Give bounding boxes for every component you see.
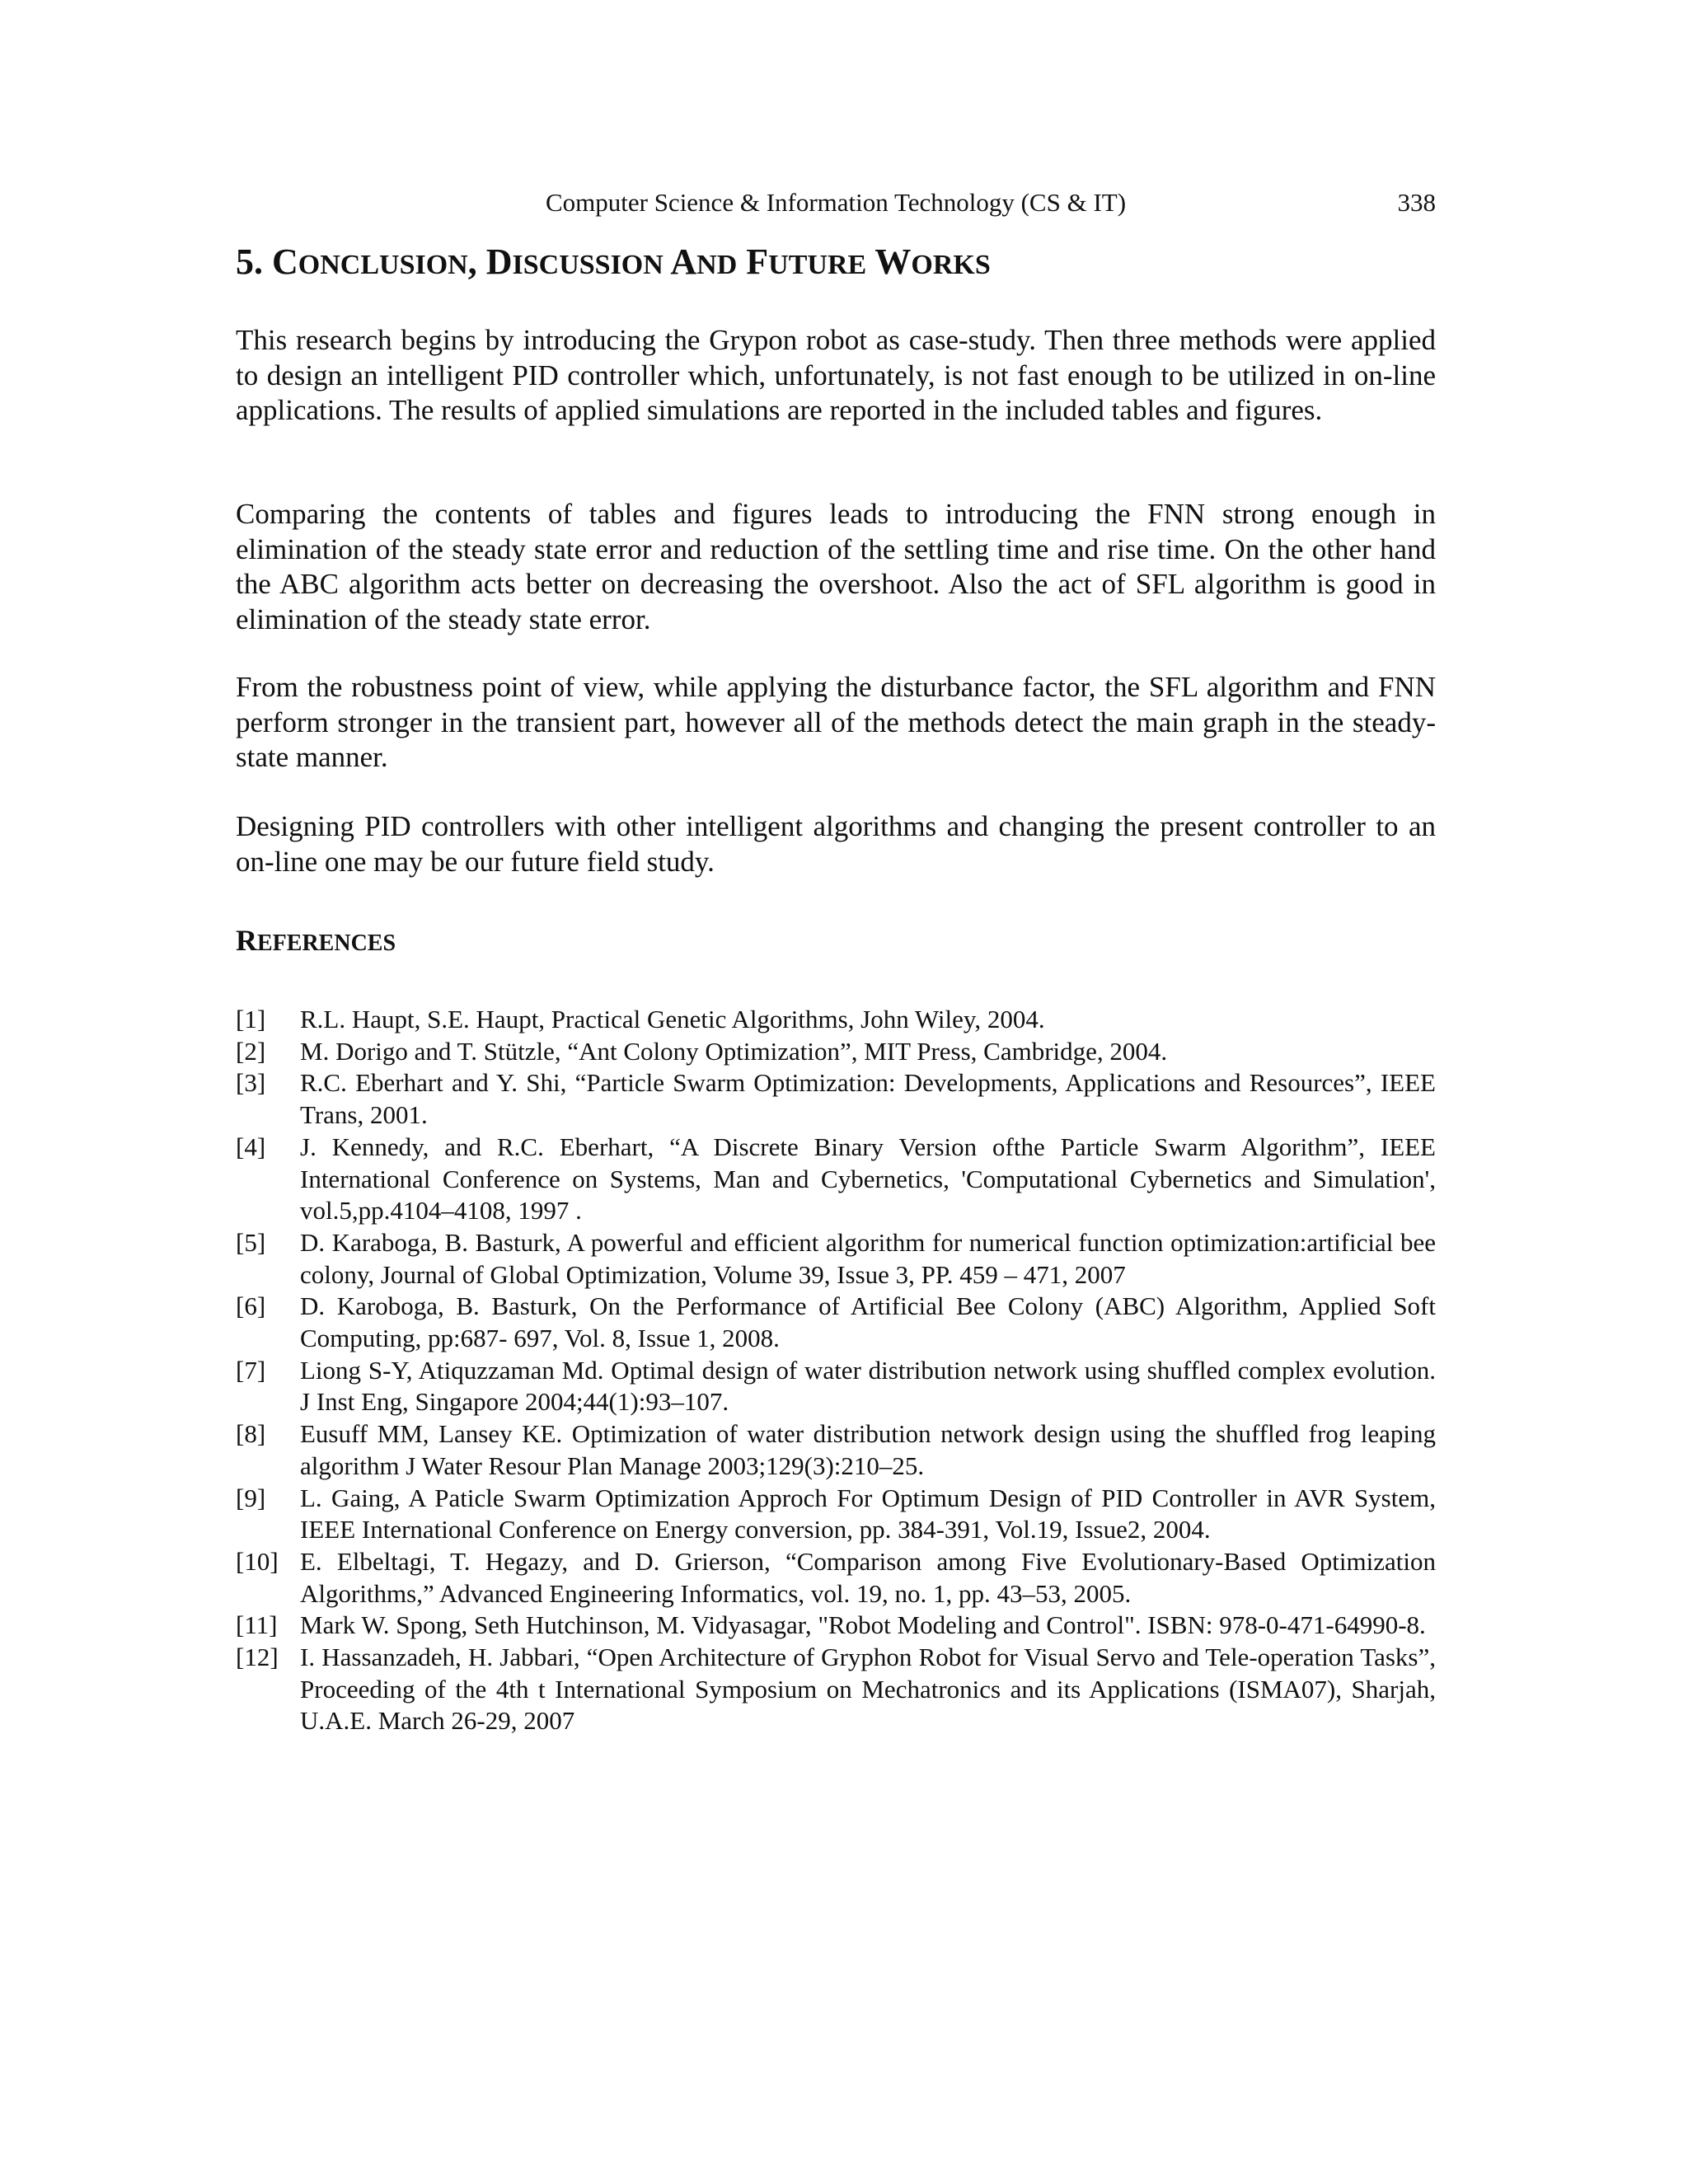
heading-cap: F — [746, 241, 769, 282]
reference-number: [8] — [236, 1419, 266, 1449]
reference-text: D. Karaboga, B. Basturk, A powerful and efficient algorithm for numerical function optimization:artificial bee colony, Journal of Global Optimization, Volume 39, Issue 3, PP. 459 – 471, 2007 — [300, 1227, 1436, 1289]
reference-list — [236, 1004, 1436, 1737]
reference-item — [236, 1610, 1436, 1642]
reference-item — [236, 1227, 1436, 1291]
section-heading: 5. CONCLUSION, DISCUSSION AND FUTURE WORKS — [236, 241, 991, 282]
reference-item — [236, 1132, 1436, 1227]
heading-rest: ORKS — [911, 250, 991, 280]
heading-cap: R — [236, 924, 257, 957]
reference-item — [236, 1036, 1436, 1068]
reference-number: [6] — [236, 1291, 266, 1321]
reference-text: D. Karoboga, B. Basturk, On the Performance of Artificial Bee Colony (ABC) Algorithm, Applied Soft Computing, pp:687- 697, Vol. 8, Issue 1, 2008. — [300, 1291, 1436, 1353]
reference-item — [236, 1483, 1436, 1546]
reference-item — [236, 1546, 1436, 1610]
journal-name: Computer Science & Information Technology (CS & IT) — [545, 188, 1127, 217]
reference-number: [7] — [236, 1355, 266, 1385]
reference-text: E. Elbeltagi, T. Hegazy, and D. Grierson, “Comparison among Five Evolutionary-Based Optimization Algorithms,” Advanced Engineering Informatics, vol. 19, no. 1, pp. 43–53, 2005. — [300, 1546, 1436, 1608]
reference-text: Eusuff MM, Lansey KE. Optimization of water distribution network design using the shuffled frog leaping algorithm J Water Resour Plan Manage 2003;129(3):210–25. — [300, 1419, 1436, 1480]
reference-number: [1] — [236, 1005, 266, 1033]
references-heading — [236, 921, 396, 963]
heading-cap: C — [272, 241, 298, 282]
reference-number: [3] — [236, 1068, 266, 1098]
paragraph: From the robustness point of view, while applying the disturbance factor, the SFL algorithm and FNN perform stronger in the transient part, however all of the methods detect the main graph in the steady-state manner. — [236, 671, 1436, 773]
reference-text: Liong S-Y, Atiquzzaman Md. Optimal design of water distribution network using shuffled complex evolution. J Inst Eng, Singapore 2004;44(1):93–107. — [300, 1355, 1436, 1417]
heading-rest: UTURE — [768, 250, 867, 280]
reference-text: Mark W. Spong, Seth Hutchinson, M. Vidyasagar, "Robot Modeling and Control". ISBN: 978-0-471-64990-8. — [300, 1610, 1426, 1640]
reference-text: R.L. Haupt, S.E. Haupt, Practical Genetic Algorithms, John Wiley, 2004. — [300, 1005, 1045, 1033]
reference-text: L. Gaing, A Paticle Swarm Optimization Approch For Optimum Design of PID Controller in AVR System, IEEE International Conference on Energy conversion, pp. 384-391, Vol.19, Issue2, 2004. — [300, 1483, 1436, 1544]
paragraph: Comparing the contents of tables and figures leads to introducing the FNN strong enough in elimination of the steady state error and reduction of the settling time and rise time. On the other hand the ABC algorithm acts better on decreasing the overshoot. Also the act of SFL algorithm is good in elimination of the steady state error. — [236, 498, 1436, 635]
reference-number: [11] — [236, 1610, 278, 1640]
reference-number: [10] — [236, 1546, 279, 1576]
page-number: 338 — [1397, 188, 1436, 217]
reference-item — [236, 1418, 1436, 1482]
reference-number: [4] — [236, 1132, 266, 1161]
reference-text: R.C. Eberhart and Y. Shi, “Particle Swarm Optimization: Developments, Applications and Resources”, IEEE Trans, 2001. — [300, 1068, 1436, 1130]
heading-rest: ND — [696, 250, 738, 280]
reference-number: [9] — [236, 1483, 266, 1512]
reference-item — [236, 1355, 1436, 1418]
reference-item — [236, 1067, 1436, 1131]
heading-cap: A — [670, 241, 697, 282]
paragraph: Designing PID controllers with other intelligent algorithms and changing the present controller to an on-line one may be our future field study. — [236, 810, 1436, 878]
reference-text: M. Dorigo and T. Stützle, “Ant Colony Optimization”, MIT Press, Cambridge, 2004. — [300, 1036, 1168, 1066]
section-number: 5. — [236, 241, 272, 282]
running-header — [236, 185, 1436, 221]
paragraph: This research begins by introducing the Grypon robot as case-study. Then three methods were applied to design an intelligent PID controller which, unfortunately, is not fast enough to be utilized in on-line applications. The results of applied simulations are reported in the included tables and figures. — [236, 324, 1436, 426]
heading-cap: W — [874, 241, 912, 282]
heading-cap: D — [485, 241, 513, 282]
reference-item — [236, 1004, 1436, 1036]
reference-number: [5] — [236, 1227, 266, 1257]
heading-rest: ONCLUSION — [298, 250, 468, 280]
heading-rest: EFERENCES — [257, 930, 396, 956]
heading-rest: ISCUSSION — [512, 250, 663, 280]
reference-text: I. Hassanzadeh, H. Jabbari, “Open Architecture of Gryphon Robot for Visual Servo and Tele-operation Tasks”, Proceeding of the 4th t International Symposium on Mechatronics and its Applications (ISMA07), Sharjah, U.A.E. March 26-29, 2007 — [300, 1643, 1436, 1736]
reference-item — [236, 1291, 1436, 1354]
reference-number: [12] — [236, 1643, 279, 1672]
reference-text: J. Kennedy, and R.C. Eberhart, “A Discrete Binary Version ofthe Particle Swarm Algorithm”, IEEE International Conference on Systems, Man and Cybernetics, 'Computational Cybernetics and Simulation', vol.5,pp.4104–4108, 1997 . — [300, 1132, 1436, 1226]
reference-item — [236, 1642, 1436, 1737]
reference-number: [2] — [236, 1036, 266, 1066]
